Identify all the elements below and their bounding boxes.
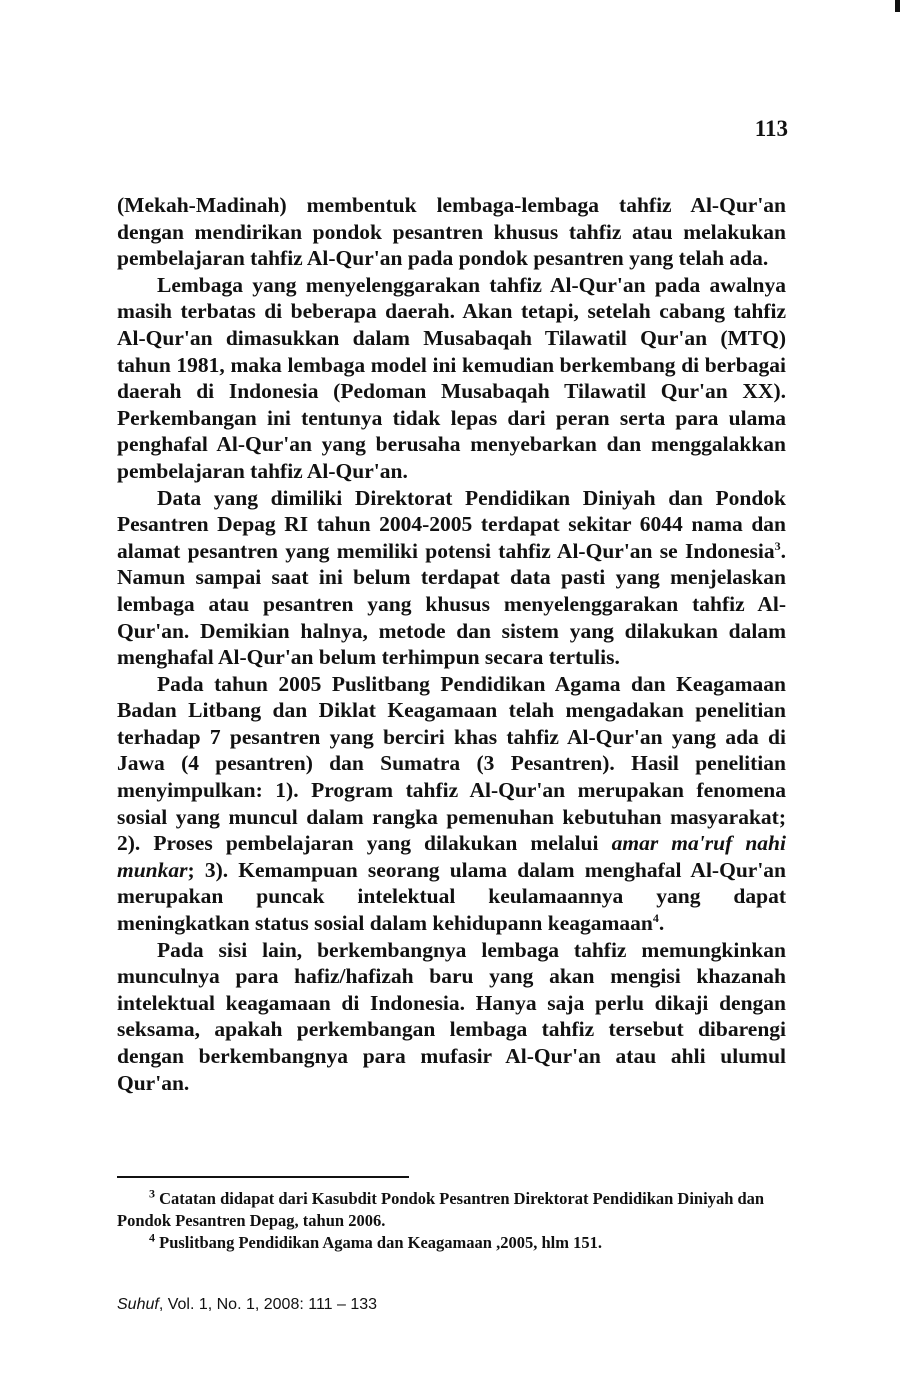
footnotes	[117, 1188, 786, 1254]
paragraph-4-text-c: .	[658, 911, 665, 936]
page-number: 113	[754, 116, 788, 141]
scan-corner-mark	[895, 0, 900, 12]
paragraph-5-text: Pada sisi lain, berkembangnya lembaga tahfiz memungkinkan munculnya para hafiz/hafizah baru yang akan mengisi khazanah intelektual keagamaan di Indonesia. Hanya saja perlu dikaji dengan seksama, apakah perkembangan lembaga tahfiz tersebut dibarengi dengan berkembangnya para mufasir Al-Qur'an atau ahli ulumul Qur'an.	[117, 937, 786, 1095]
paragraph-1	[117, 192, 786, 272]
paragraph-3-text-b: . Namun sampai saat ini belum terdapat data pasti yang menjelaskan lembaga atau pesantren yang khusus menyelenggarakan tahfiz Al-Qur'an. Demikian halnya, metode dan sistem yang dilakukan dalam menghafal Al-Qur'an belum terhimpun secara tertulis.	[117, 538, 786, 670]
footnote-divider	[117, 1176, 409, 1178]
paragraph-3-text-a: Data yang dimiliki Direktorat Pendidikan Diniyah dan Pondok Pesantren Depag RI tahun 2004-2005 terdapat sekitar 6044 nama dan alamat pesantren yang memiliki potensi tahfiz Al-Qur'an se Indonesia	[117, 485, 786, 563]
footnote-ref-3: 3	[774, 538, 781, 553]
paragraph-2	[117, 272, 786, 485]
paragraph-5	[117, 937, 786, 1097]
footnote-3	[117, 1188, 786, 1232]
footnote-3-marker: 3	[149, 1186, 155, 1201]
footnote-4-marker: 4	[149, 1230, 155, 1245]
journal-footer	[117, 1296, 377, 1314]
paragraph-1-text: (Mekah-Madinah) membentuk lembaga-lembaga tahfiz Al-Qur'an dengan mendirikan pondok pesantren khusus tahfiz atau melakukan pembelajaran tahfiz Al-Qur'an pada pondok pesantren yang telah ada.	[117, 193, 786, 271]
paragraph-4-text-a: Pada tahun 2005 Puslitbang Pendidikan Agama dan Keagamaan Badan Litbang dan Diklat Keagamaan telah mengadakan penelitian terhadap 7 pesantren yang berciri khas tahfiz Al-Qur'an yang ada di Jawa (4 pesantren) dan Sumatra (3 Pesantren). Hasil penelitian menyimpulkan: 1). Program tahfiz Al-Qur'an merupakan fenomena sosial yang muncul dalam rangka pemenuhan kebutuhan masyarakat; 2). Proses pembelajaran yang dilakukan melalui	[117, 671, 786, 856]
paragraph-3	[117, 485, 786, 671]
paragraph-4-text-b: ; 3). Kemampuan seorang ulama dalam menghafal Al-Qur'an merupakan puncak intelektual keulamaannya yang dapat meningkatkan status sosial dalam kehidupann keagamaan	[117, 857, 786, 936]
journal-citation: , Vol. 1, No. 1, 2008: 111 – 133	[158, 1296, 378, 1313]
body-text	[117, 192, 786, 1096]
journal-name: Suhuf	[117, 1296, 159, 1313]
paragraph-4	[117, 671, 786, 937]
footnote-3-text: Catatan didapat dari Kasubdit Pondok Pesantren Direktorat Pendidikan Diniyah dan Pondok Pesantren Depag, tahun 2006.	[117, 1189, 765, 1230]
paragraph-2-text: Lembaga yang menyelenggarakan tahfiz Al-Qur'an pada awalnya masih terbatas di beberapa daerah. Akan tetapi, setelah cabang tahfiz Al-Qur'an dimasukkan dalam Musabaqah Tilawatil Qur'an (MTQ) tahun 1981, maka lembaga model ini kemudian berkembang di berbagai daerah di Indonesia (Pedoman Musabaqah Tilawatil Qur'an XX). Perkembangan ini tentunya tidak lepas dari peran serta para ulama penghafal Al-Qur'an yang berusaha menyebarkan dan menggalakkan pembelajaran tahfiz Al-Qur'an.	[117, 272, 786, 483]
footnote-ref-4: 4	[652, 910, 659, 925]
paragraph-4-italic-phrase: amar ma'ruf nahi munkar	[117, 831, 786, 882]
footnote-4	[117, 1232, 786, 1254]
footnote-4-text: Puslitbang Pendidikan Agama dan Keagamaan ,2005, hlm 151.	[155, 1233, 602, 1252]
